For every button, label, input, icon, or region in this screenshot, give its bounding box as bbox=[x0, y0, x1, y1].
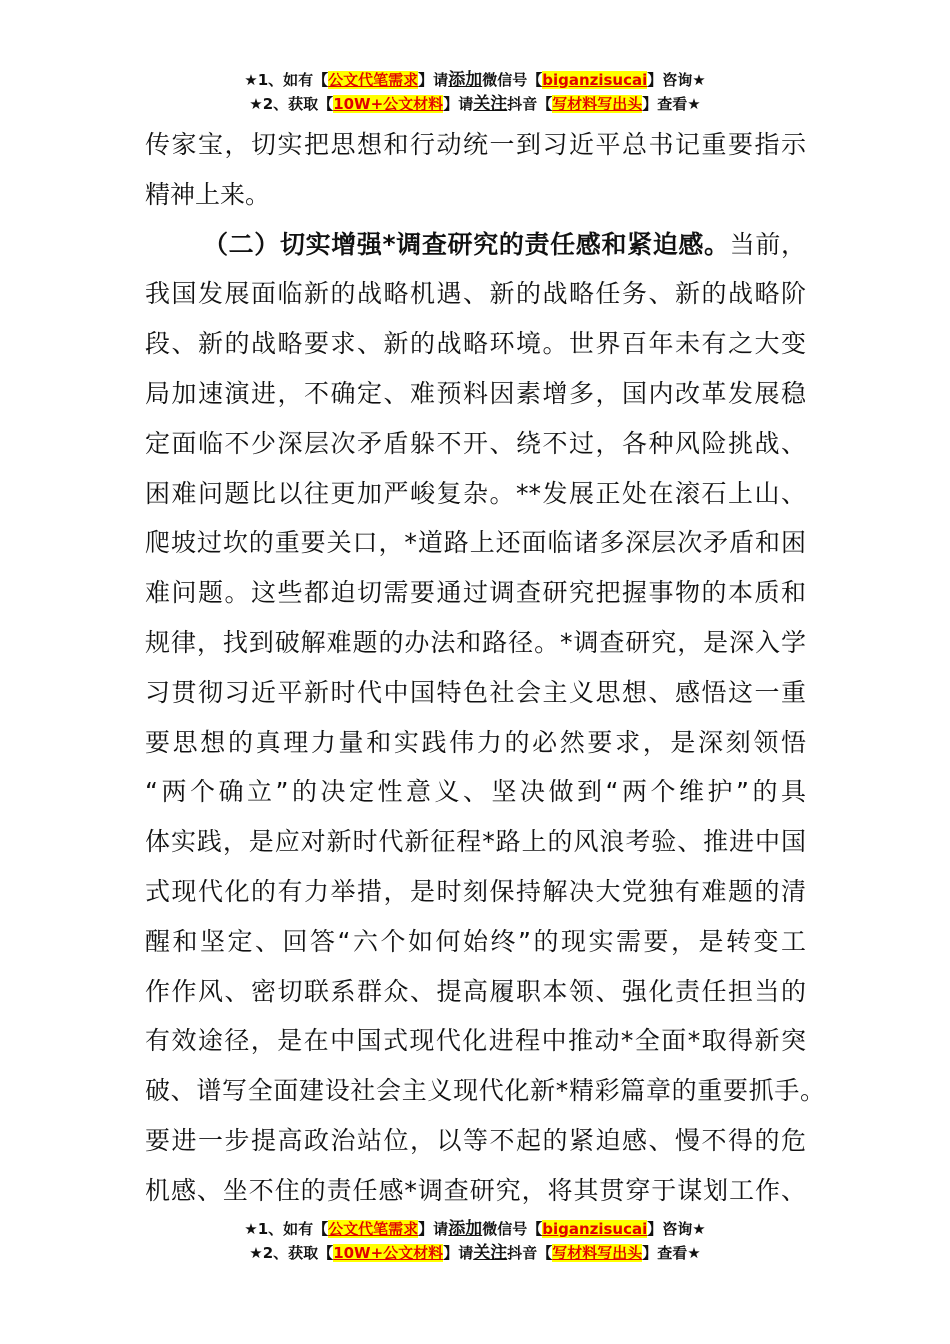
wechat-id: biganzisucai bbox=[542, 1220, 648, 1238]
banner-highlight: 公文代笔需求 bbox=[328, 1220, 419, 1238]
body-line: 爬坡过坎的重要关口，*道路上还面临诸多深层次矛盾和困 bbox=[145, 528, 806, 558]
body-line: 式现代化的有力举措，是时刻保持解决大党独有难题的清 bbox=[145, 876, 806, 906]
header-banner bbox=[0, 68, 950, 116]
banner-text: 】请 bbox=[418, 1220, 449, 1238]
body-line: 破、谱写全面建设社会主义现代化新*精彩篇章的重要抓手。 bbox=[145, 1076, 825, 1106]
body-text: 当前， bbox=[729, 229, 806, 259]
section-heading: （二）切实增强*调查研究的责任感和紧迫感。 bbox=[203, 229, 730, 259]
body-line: 局加速演进，不确定、难预料因素增多，国内改革发展稳 bbox=[145, 378, 806, 408]
banner-text: 微信号【 bbox=[482, 71, 543, 89]
body-line: 习贯彻习近平新时代中国特色社会主义思想、感悟这一重 bbox=[145, 677, 806, 707]
banner-text: 】请 bbox=[418, 71, 449, 89]
body-line: 机感、坐不住的责任感*调查研究，将其贯穿于谋划工作、 bbox=[145, 1175, 806, 1205]
douyin-id: 写材料写出头 bbox=[552, 95, 643, 113]
body-line: 困难问题比以往更加严峻复杂。**发展正处在滚石上山、 bbox=[145, 478, 806, 508]
banner-line-1 bbox=[0, 68, 950, 92]
body-line: 要思想的真理力量和实践伟力的必然要求，是深刻领悟 bbox=[145, 727, 806, 757]
banner-line-2 bbox=[0, 1241, 950, 1265]
body-line: “两个确立”的决定性意义、坚决做到“两个维护”的具 bbox=[145, 777, 806, 807]
body-line: 定面临不少深层次矛盾躲不开、绕不过，各种风险挑战、 bbox=[145, 428, 806, 458]
banner-underline: 关注 bbox=[473, 94, 508, 114]
banner-text: 】请 bbox=[443, 1244, 474, 1262]
body-line: 我国发展面临新的战略机遇、新的战略任务、新的战略阶 bbox=[145, 279, 806, 309]
banner-text: 抖音【 bbox=[507, 1244, 553, 1262]
banner-text: 】咨询★ bbox=[647, 1220, 706, 1238]
body-line: 有效途径，是在中国式现代化进程中推动*全面*取得新突 bbox=[145, 1026, 806, 1056]
body-line: 段、新的战略要求、新的战略环境。世界百年未有之大变 bbox=[145, 329, 806, 359]
banner-line-2 bbox=[0, 92, 950, 116]
wechat-id: biganzisucai bbox=[542, 71, 648, 89]
banner-underline: 添加 bbox=[448, 1219, 483, 1239]
banner-text: 】请 bbox=[443, 95, 474, 113]
banner-text: ★1、如有【 bbox=[244, 1220, 329, 1238]
douyin-id: 写材料写出头 bbox=[552, 1244, 643, 1262]
banner-text: ★1、如有【 bbox=[244, 71, 329, 89]
body-line: 体实践，是应对新时代新征程*路上的风浪考验、推进中国 bbox=[145, 827, 806, 857]
footer-banner bbox=[0, 1217, 950, 1265]
banner-text: ★2、获取【 bbox=[249, 95, 334, 113]
body-line: 精神上来。 bbox=[145, 179, 271, 209]
banner-text: ★2、获取【 bbox=[249, 1244, 334, 1262]
banner-text: 抖音【 bbox=[507, 95, 553, 113]
banner-line-1 bbox=[0, 1217, 950, 1241]
body-line: 规律，找到破解难题的办法和路径。*调查研究，是深入学 bbox=[145, 627, 806, 657]
banner-text: 】咨询★ bbox=[647, 71, 706, 89]
banner-underline: 关注 bbox=[473, 1243, 508, 1263]
body-line: 要进一步提高政治站位，以等不起的紧迫感、慢不得的危 bbox=[145, 1125, 806, 1155]
banner-underline: 添加 bbox=[448, 70, 483, 90]
body-line: 醒和坚定、回答“六个如何始终”的现实需要，是转变工 bbox=[145, 926, 806, 956]
banner-highlight: 10W+公文材料 bbox=[333, 95, 444, 113]
body-line: 作作风、密切联系群众、提高履职本领、强化责任担当的 bbox=[145, 976, 806, 1006]
section-heading-line bbox=[145, 224, 806, 274]
banner-highlight: 公文代笔需求 bbox=[328, 71, 419, 89]
body-line: 难问题。这些都迫切需要通过调查研究把握事物的本质和 bbox=[145, 578, 806, 608]
banner-text: 微信号【 bbox=[482, 1220, 543, 1238]
document-body bbox=[145, 124, 825, 1220]
banner-text: 】查看★ bbox=[642, 1244, 701, 1262]
body-line: 传家宝，切实把思想和行动统一到习近平总书记重要指示 bbox=[145, 130, 806, 159]
banner-text: 】查看★ bbox=[642, 95, 701, 113]
banner-highlight: 10W+公文材料 bbox=[333, 1244, 444, 1262]
